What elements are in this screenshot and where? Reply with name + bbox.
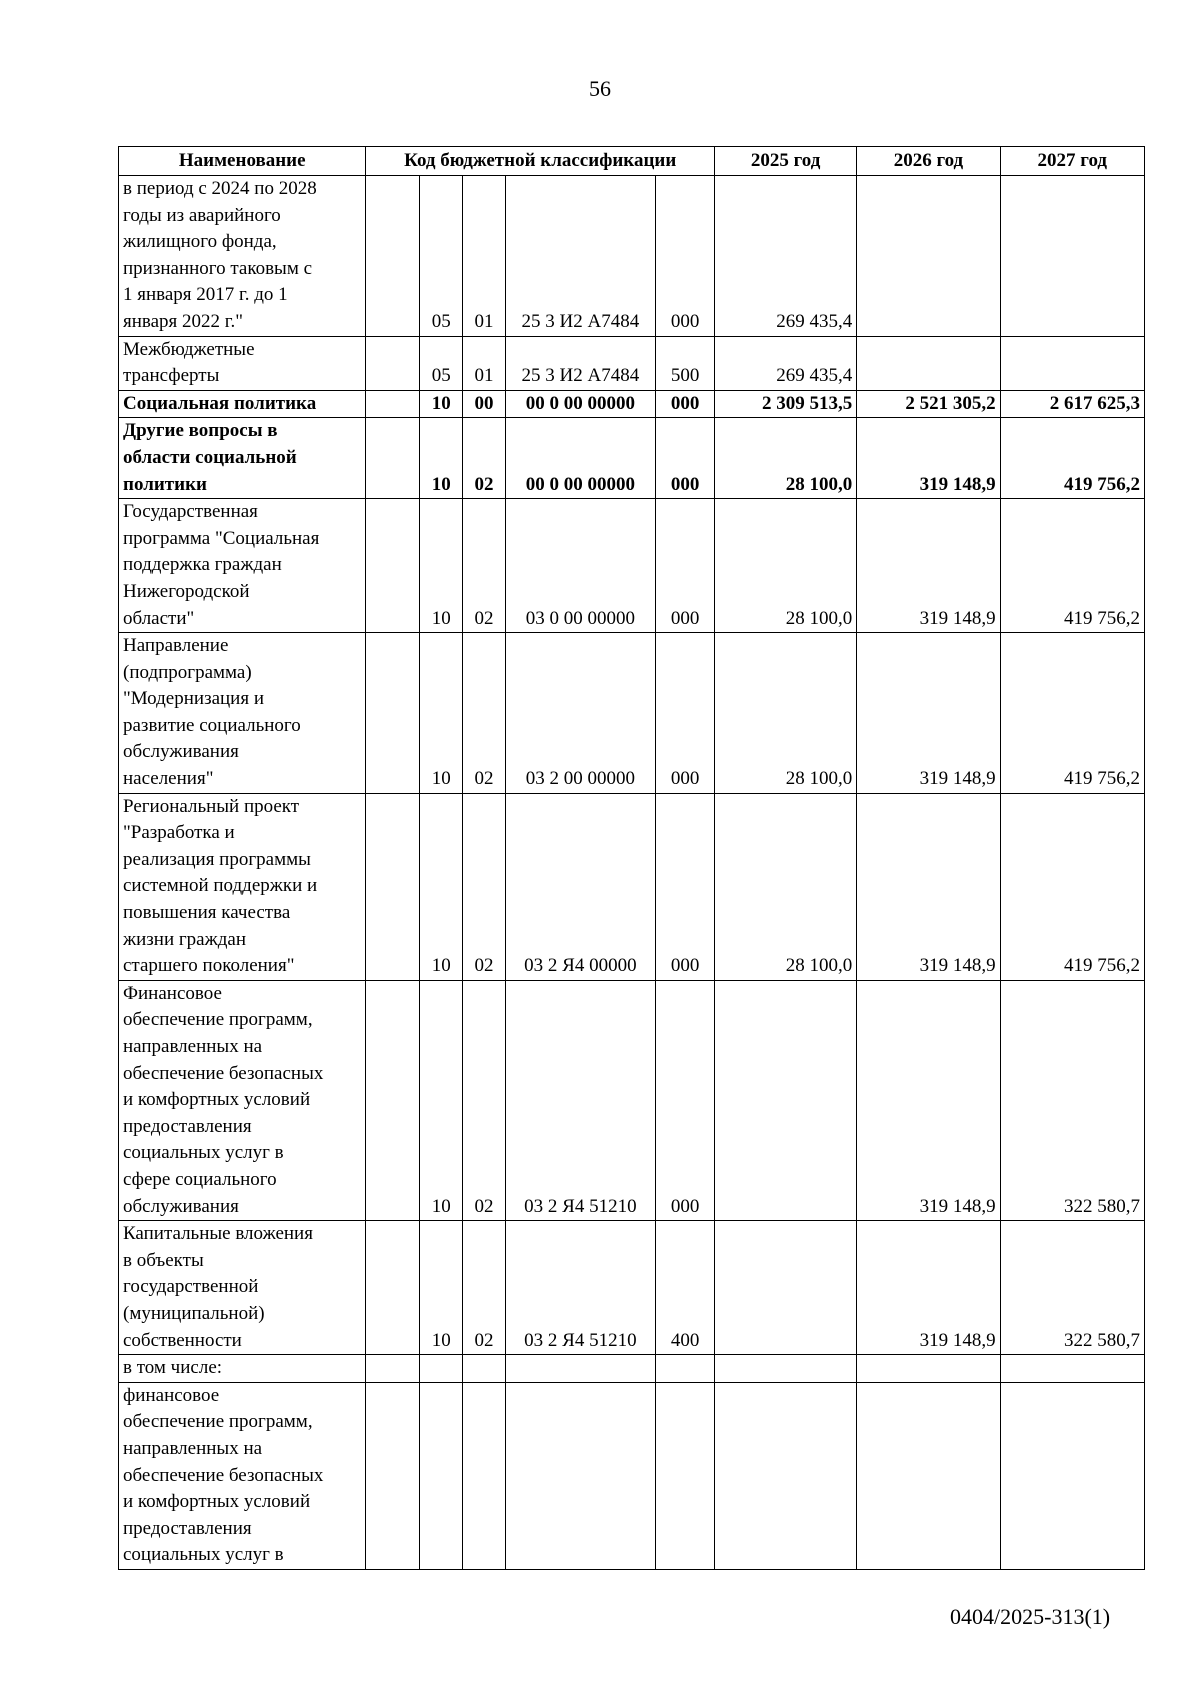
cell-2025: 269 435,4	[714, 336, 856, 390]
cell-code-section	[366, 176, 420, 337]
cell-code-subsection: 01	[463, 176, 505, 337]
cell-code-subsection: 00	[463, 390, 505, 418]
cell-code-chapter: 10	[420, 390, 463, 418]
cell-2025: 28 100,0	[714, 633, 856, 794]
cell-code-chapter: 10	[420, 499, 463, 633]
cell-2026: 319 148,9	[857, 1221, 1000, 1355]
cell-code-chapter	[420, 1355, 463, 1383]
cell-code-section	[366, 1355, 420, 1383]
cell-2025	[714, 1221, 856, 1355]
cell-code-section	[366, 418, 420, 499]
cell-code-target	[505, 1382, 656, 1569]
cell-code-chapter: 05	[420, 176, 463, 337]
table-header-row	[119, 147, 1145, 176]
cell-code-expense-type: 000	[656, 176, 715, 337]
cell-2026: 319 148,9	[857, 633, 1000, 794]
cell-code-chapter	[420, 1382, 463, 1569]
cell-code-target: 00 0 00 00000	[505, 390, 656, 418]
cell-2026	[857, 1382, 1000, 1569]
cell-code-section	[366, 633, 420, 794]
cell-code-subsection: 02	[463, 418, 505, 499]
cell-2025	[714, 980, 856, 1220]
table-row	[119, 1221, 1145, 1355]
cell-name: Региональный проект "Разработка и реализация программы системной поддержки и повышения качества жизни граждан старшего поколения"	[119, 793, 366, 980]
cell-name: Социальная политика	[119, 390, 366, 418]
cell-name: Межбюджетные трансферты	[119, 336, 366, 390]
cell-code-chapter: 10	[420, 980, 463, 1220]
table-row	[119, 176, 1145, 337]
cell-code-expense-type: 500	[656, 336, 715, 390]
document-number: 0404/2025-313(1)	[950, 1604, 1111, 1629]
cell-2026: 319 148,9	[857, 418, 1000, 499]
table-row	[119, 418, 1145, 499]
cell-code-target: 25 3 И2 А7484	[505, 336, 656, 390]
cell-code-expense-type: 000	[656, 499, 715, 633]
budget-table	[118, 146, 1145, 1570]
header-2026: 2026 год	[857, 147, 1000, 176]
cell-2026	[857, 176, 1000, 337]
cell-2025: 28 100,0	[714, 418, 856, 499]
cell-code-target: 03 2 00 00000	[505, 633, 656, 794]
cell-code-target: 03 2 Я4 51210	[505, 980, 656, 1220]
table-row	[119, 499, 1145, 633]
cell-code-section	[366, 793, 420, 980]
cell-2027: 2 617 625,3	[1000, 390, 1144, 418]
cell-2026	[857, 1355, 1000, 1383]
cell-2027: 419 756,2	[1000, 793, 1144, 980]
cell-2027	[1000, 1382, 1144, 1569]
cell-name: Финансовое обеспечение программ, направленных на обеспечение безопасных и комфортных условий предоставления социальных услуг в сфере социального обслуживания	[119, 980, 366, 1220]
table-row	[119, 1382, 1145, 1569]
header-name: Наименование	[119, 147, 366, 176]
cell-code-target: 00 0 00 00000	[505, 418, 656, 499]
cell-code-subsection: 02	[463, 793, 505, 980]
cell-2027: 419 756,2	[1000, 633, 1144, 794]
header-2025: 2025 год	[714, 147, 856, 176]
cell-2026: 319 148,9	[857, 793, 1000, 980]
cell-2025: 269 435,4	[714, 176, 856, 337]
table-row	[119, 1355, 1145, 1383]
cell-code-expense-type: 000	[656, 418, 715, 499]
cell-2026: 2 521 305,2	[857, 390, 1000, 418]
cell-2026: 319 148,9	[857, 980, 1000, 1220]
cell-2027: 322 580,7	[1000, 980, 1144, 1220]
cell-name: Государственная программа "Социальная поддержка граждан Нижегородской области"	[119, 499, 366, 633]
header-2027: 2027 год	[1000, 147, 1144, 176]
cell-2027	[1000, 176, 1144, 337]
cell-code-subsection: 02	[463, 499, 505, 633]
cell-2025: 28 100,0	[714, 793, 856, 980]
cell-name: в период с 2024 по 2028 годы из аварийного жилищного фонда, признанного таковым с 1 января 2017 г. до 1 января 2022 г."	[119, 176, 366, 337]
cell-code-target: 03 2 Я4 00000	[505, 793, 656, 980]
cell-code-target: 03 0 00 00000	[505, 499, 656, 633]
cell-2026	[857, 336, 1000, 390]
cell-code-subsection: 02	[463, 633, 505, 794]
cell-code-section	[366, 1382, 420, 1569]
cell-code-chapter: 10	[420, 793, 463, 980]
cell-code-target: 25 3 И2 А7484	[505, 176, 656, 337]
header-code: Код бюджетной классификации	[366, 147, 715, 176]
cell-2027	[1000, 336, 1144, 390]
table-row	[119, 980, 1145, 1220]
cell-code-section	[366, 336, 420, 390]
cell-code-expense-type	[656, 1382, 715, 1569]
cell-name: Другие вопросы в области социальной политики	[119, 418, 366, 499]
table-row	[119, 390, 1145, 418]
cell-name: Капитальные вложения в объекты государственной (муниципальной) собственности	[119, 1221, 366, 1355]
cell-2027: 419 756,2	[1000, 418, 1144, 499]
cell-code-target	[505, 1355, 656, 1383]
cell-code-expense-type: 000	[656, 980, 715, 1220]
cell-name: Направление (подпрограмма) "Модернизация и развитие социального обслуживания населения"	[119, 633, 366, 794]
cell-2025: 28 100,0	[714, 499, 856, 633]
cell-code-expense-type: 000	[656, 633, 715, 794]
cell-2025	[714, 1355, 856, 1383]
cell-code-section	[366, 499, 420, 633]
cell-name: в том числе:	[119, 1355, 366, 1383]
cell-name: финансовое обеспечение программ, направленных на обеспечение безопасных и комфортных условий предоставления социальных услуг в	[119, 1382, 366, 1569]
cell-code-subsection	[463, 1355, 505, 1383]
cell-2027: 419 756,2	[1000, 499, 1144, 633]
cell-code-expense-type: 400	[656, 1221, 715, 1355]
cell-code-section	[366, 980, 420, 1220]
table-row	[119, 336, 1145, 390]
cell-code-chapter: 10	[420, 1221, 463, 1355]
cell-2027	[1000, 1355, 1144, 1383]
table-row	[119, 633, 1145, 794]
cell-2026: 319 148,9	[857, 499, 1000, 633]
cell-code-section	[366, 1221, 420, 1355]
cell-code-expense-type: 000	[656, 793, 715, 980]
cell-code-chapter: 10	[420, 418, 463, 499]
cell-code-chapter: 05	[420, 336, 463, 390]
cell-code-target: 03 2 Я4 51210	[505, 1221, 656, 1355]
table-row	[119, 793, 1145, 980]
cell-code-chapter: 10	[420, 633, 463, 794]
cell-code-section	[366, 390, 420, 418]
cell-code-expense-type	[656, 1355, 715, 1383]
cell-code-subsection	[463, 1382, 505, 1569]
table-body	[119, 176, 1145, 1570]
cell-2027: 322 580,7	[1000, 1221, 1144, 1355]
cell-code-subsection: 02	[463, 1221, 505, 1355]
page-number: 56	[589, 76, 611, 101]
cell-code-subsection: 02	[463, 980, 505, 1220]
cell-code-subsection: 01	[463, 336, 505, 390]
cell-2025: 2 309 513,5	[714, 390, 856, 418]
cell-code-expense-type: 000	[656, 390, 715, 418]
cell-2025	[714, 1382, 856, 1569]
